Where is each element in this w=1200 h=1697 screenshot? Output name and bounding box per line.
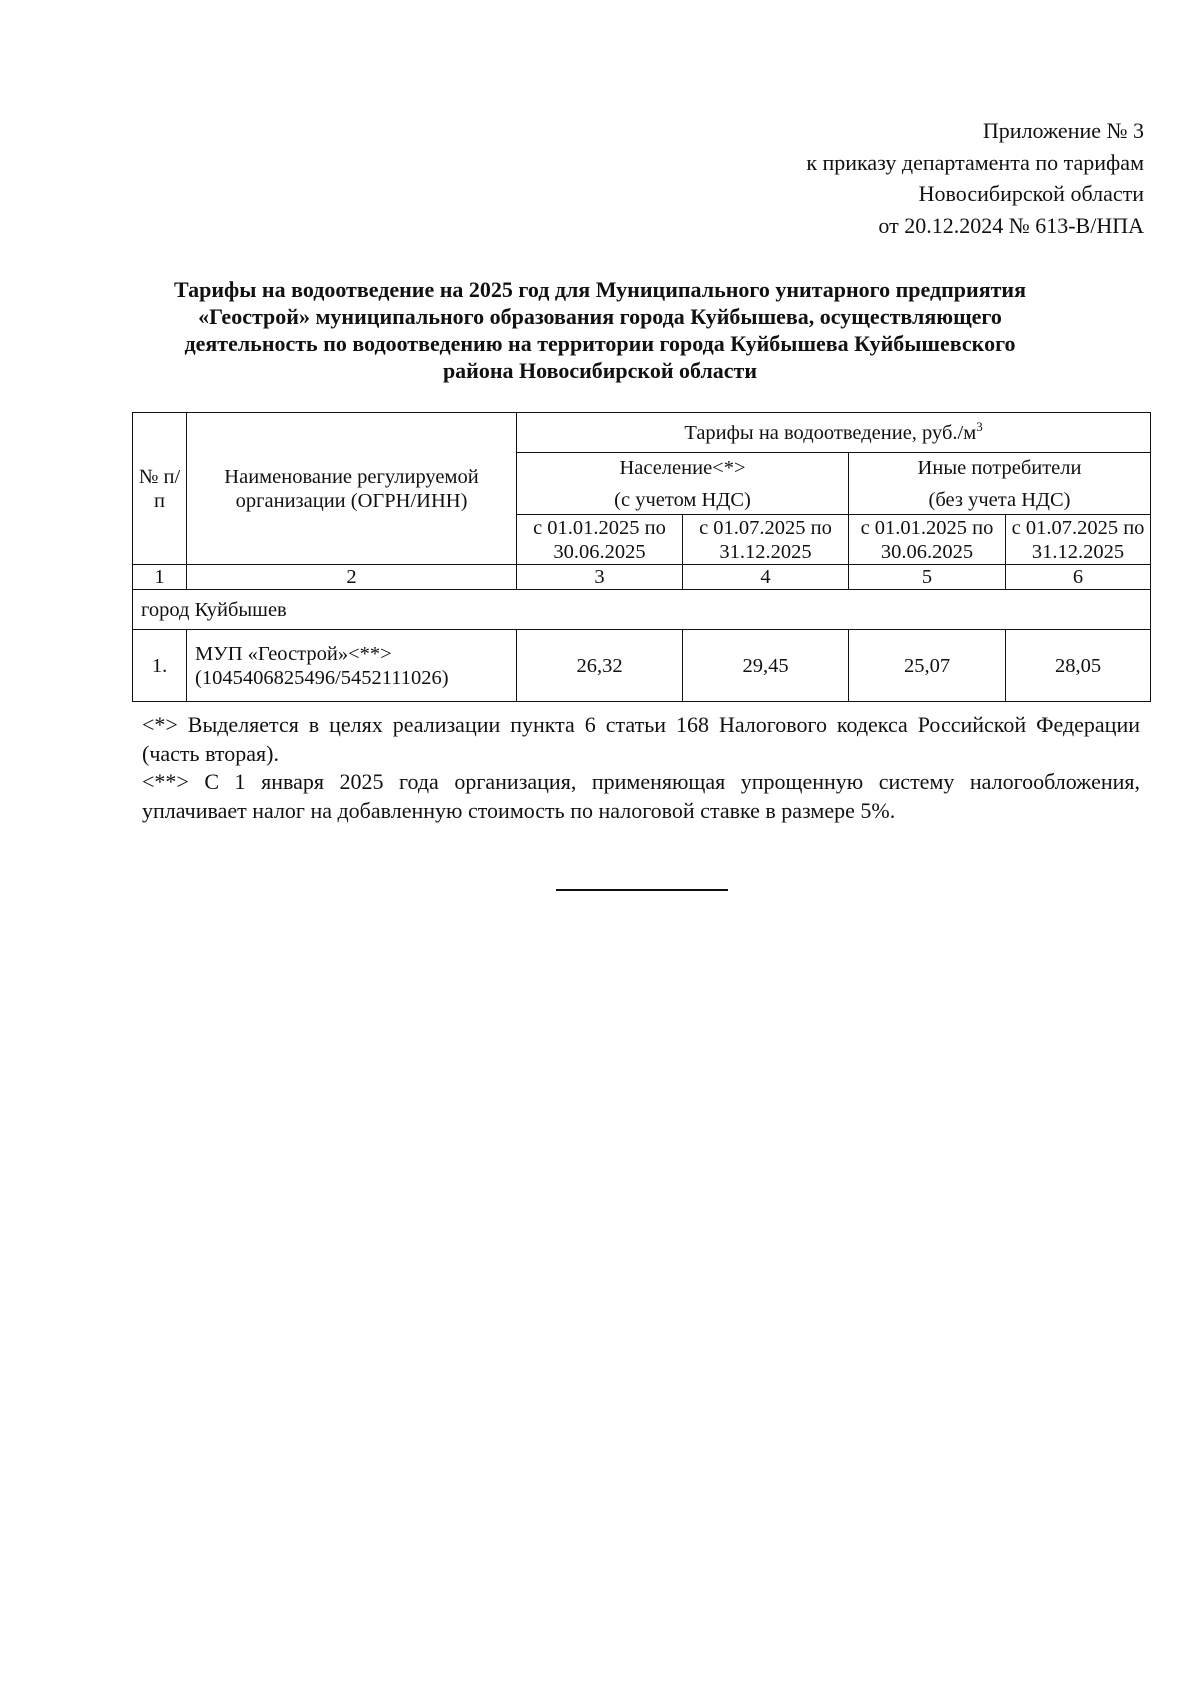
others-vat-label: (без учета НДС) bbox=[928, 488, 1071, 511]
header-population-group bbox=[517, 453, 849, 515]
footnote-1: <*> Выделяется в целях реализации пункта 6 статьи 168 Налогового кодекса Российской Федерации (часть вторая). bbox=[142, 712, 1140, 766]
header-number-column: № п/п bbox=[133, 413, 187, 565]
organization-ids: (1045406825496/5452111026) bbox=[195, 666, 449, 689]
column-number: 4 bbox=[683, 565, 849, 590]
organization-cell bbox=[187, 630, 517, 702]
header-period-2: с 01.07.2025 по 31.12.2025 bbox=[683, 515, 849, 565]
title-line-1: Тарифы на водоотведение на 2025 год для Муниципального унитарного предприятия bbox=[173, 277, 1027, 302]
tariff-others-h1: 25,07 bbox=[849, 630, 1006, 702]
title-line-4: района Новосибирской области bbox=[442, 358, 758, 383]
header-period-1: с 01.01.2025 по 30.06.2025 bbox=[517, 515, 683, 565]
column-number: 2 bbox=[187, 565, 517, 590]
footnote-2: <**> С 1 января 2025 года организация, применяющая упрощенную систему налогообложения, уплачивает налог на добавленную стоимость по налоговой ставке в размере 5%. bbox=[142, 769, 1140, 823]
organization-name: МУП «Геострой»<**> bbox=[195, 642, 392, 665]
column-number: 6 bbox=[1006, 565, 1151, 590]
end-rule bbox=[556, 889, 728, 891]
table-row bbox=[133, 630, 1151, 702]
tariff-population-h2: 29,45 bbox=[683, 630, 849, 702]
population-label: Население<*> bbox=[619, 456, 746, 479]
column-number: 1 bbox=[133, 565, 187, 590]
tariff-population-h1: 26,32 bbox=[517, 630, 683, 702]
appendix-number: Приложение № 3 bbox=[982, 118, 1144, 143]
title-line-2: «Геострой» муниципального образования города Куйбышева, осуществляющего bbox=[198, 304, 1002, 329]
header-tariff bbox=[517, 413, 1151, 453]
header-tariff-label: Тарифы на водоотведение, руб./м bbox=[684, 421, 977, 444]
header-tariff-superscript: 3 bbox=[976, 418, 983, 434]
column-number: 5 bbox=[849, 565, 1006, 590]
column-number-row bbox=[133, 565, 1151, 590]
appendix-date-number: от 20.12.2024 № 613-В/НПА bbox=[878, 212, 1144, 238]
tariffs-table bbox=[132, 412, 1151, 702]
row-number: 1. bbox=[133, 630, 187, 702]
tariff-others-h2: 28,05 bbox=[1006, 630, 1151, 702]
city-name: город Куйбышев bbox=[133, 590, 1151, 630]
header-others-group bbox=[849, 453, 1151, 515]
title-line-3: деятельность по водоотведению на территории города Куйбышева Куйбышевского bbox=[184, 331, 1016, 356]
header-period-3: с 01.01.2025 по 30.06.2025 bbox=[849, 515, 1006, 565]
column-number: 3 bbox=[517, 565, 683, 590]
footnotes bbox=[142, 711, 1140, 825]
others-label: Иные потребители bbox=[917, 456, 1082, 479]
appendix-reference bbox=[806, 115, 1144, 241]
header-period-4: с 01.07.2025 по 31.12.2025 bbox=[1006, 515, 1151, 565]
appendix-region: Новосибирской области bbox=[918, 181, 1144, 206]
population-vat-label: (с учетом НДС) bbox=[614, 488, 751, 511]
document-title bbox=[130, 276, 1070, 384]
header-organization-column: Наименование регулируемой организации (ОГРН/ИНН) bbox=[187, 413, 517, 565]
city-row bbox=[133, 590, 1151, 630]
appendix-order-ref: к приказу департамента по тарифам bbox=[806, 149, 1144, 175]
